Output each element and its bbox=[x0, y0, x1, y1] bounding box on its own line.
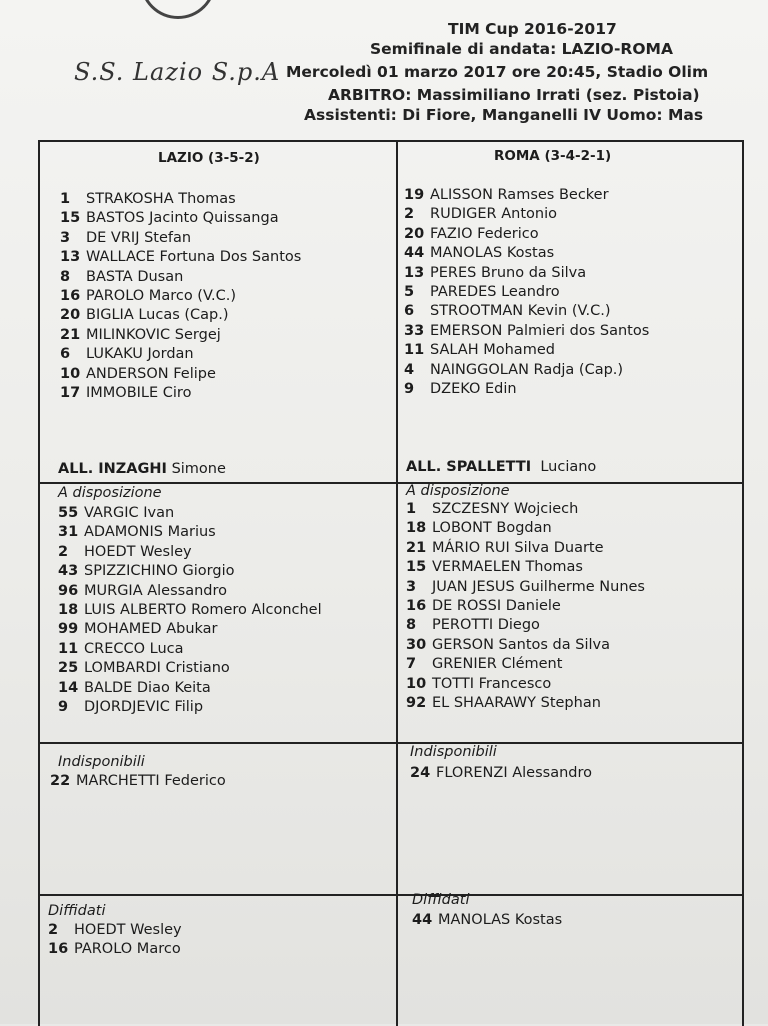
player-number: 30 bbox=[406, 636, 427, 653]
player-number: 21 bbox=[60, 326, 81, 343]
player-number: 31 bbox=[58, 524, 79, 541]
player-name: EMERSON Palmieri dos Santos bbox=[430, 322, 650, 339]
player-name: PAREDES Leandro bbox=[430, 283, 560, 300]
player-row bbox=[58, 601, 322, 620]
roma-unavailable-label: Indisponibili bbox=[410, 744, 497, 760]
roma-coach-label: ALL. SPALLETTI bbox=[406, 459, 532, 475]
player-name: STRAKOSHA Thomas bbox=[86, 191, 236, 207]
company-name: S.S. Lazio S.p.A bbox=[74, 58, 281, 86]
lazio-coach-name: Simone bbox=[171, 461, 226, 477]
player-number: 2 bbox=[58, 543, 69, 560]
player-row bbox=[58, 640, 322, 659]
player-name: RUDIGER Antonio bbox=[430, 206, 557, 223]
match-stage: Semifinale di andata: LAZIO-ROMA bbox=[370, 40, 673, 58]
player-row bbox=[58, 504, 322, 523]
player-row bbox=[60, 229, 301, 248]
row-divider-subs bbox=[40, 482, 742, 484]
referee-line: ARBITRO: Massimiliano Irrati (sez. Pistoia) bbox=[328, 86, 700, 104]
player-name: EL SHAARAWY Stephan bbox=[432, 694, 601, 711]
player-name: MÁRIO RUI Silva Duarte bbox=[432, 539, 604, 556]
player-row bbox=[404, 186, 649, 205]
player-name: JUAN JESUS Guilherme Nunes bbox=[432, 578, 645, 595]
player-row bbox=[404, 283, 649, 302]
player-name: PAROLO Marco (V.C.) bbox=[86, 287, 237, 304]
player-name: STROOTMAN Kevin (V.C.) bbox=[430, 303, 611, 320]
player-number: 43 bbox=[58, 563, 79, 580]
roma-suspended-label: Diffidati bbox=[412, 892, 470, 908]
player-number: 99 bbox=[58, 621, 79, 638]
player-number: 1 bbox=[60, 191, 71, 207]
player-number: 19 bbox=[404, 187, 425, 203]
player-name: BALDE Diao Keita bbox=[84, 679, 211, 696]
player-row bbox=[60, 306, 301, 325]
player-number: 8 bbox=[406, 617, 417, 634]
player-row bbox=[404, 341, 649, 360]
roma-subs-label: A disposizione bbox=[406, 483, 510, 499]
player-number: 4 bbox=[404, 361, 415, 378]
player-number: 33 bbox=[404, 322, 425, 339]
player-name: IMMOBILE Ciro bbox=[86, 384, 192, 401]
player-name: PAROLO Marco bbox=[74, 941, 181, 958]
player-row bbox=[412, 911, 562, 930]
player-row bbox=[404, 264, 649, 283]
player-row bbox=[58, 698, 322, 717]
club-crest-icon bbox=[140, 0, 216, 19]
player-row bbox=[404, 225, 649, 244]
player-row bbox=[406, 519, 645, 538]
lazio-coach bbox=[58, 461, 226, 477]
player-name: LUKAKU Jordan bbox=[86, 346, 194, 363]
competition-title: TIM Cup 2016-2017 bbox=[448, 20, 617, 38]
player-name: DZEKO Edin bbox=[430, 380, 517, 397]
player-row bbox=[406, 694, 645, 713]
player-number: 25 bbox=[58, 660, 79, 677]
player-number: 13 bbox=[404, 264, 425, 281]
player-row bbox=[406, 636, 645, 655]
player-row bbox=[60, 268, 301, 287]
player-number: 1 bbox=[406, 501, 417, 517]
player-row bbox=[60, 326, 301, 345]
player-name: DJORDJEVIC Filip bbox=[84, 698, 204, 715]
player-name: HOEDT Wesley bbox=[84, 543, 192, 560]
roma-suspended-list bbox=[412, 911, 562, 930]
player-number: 92 bbox=[406, 694, 427, 711]
match-datetime: Mercoledì 01 marzo 2017 ore 20:45, Stadio Olim bbox=[286, 63, 709, 81]
player-number: 20 bbox=[60, 307, 81, 324]
player-name: MOHAMED Abukar bbox=[84, 621, 218, 638]
player-row bbox=[404, 322, 649, 341]
player-name: MANOLAS Kostas bbox=[438, 912, 563, 928]
player-number: 15 bbox=[406, 559, 427, 576]
player-row bbox=[58, 620, 322, 639]
player-number: 11 bbox=[58, 640, 79, 657]
player-name: PERES Bruno da Silva bbox=[430, 264, 587, 281]
player-name: WALLACE Fortuna Dos Santos bbox=[86, 249, 302, 266]
player-number: 6 bbox=[404, 303, 415, 320]
lineup-table bbox=[38, 140, 744, 1026]
player-number: 10 bbox=[60, 365, 81, 382]
player-number: 11 bbox=[404, 342, 425, 359]
player-number: 55 bbox=[58, 505, 79, 521]
player-number: 20 bbox=[404, 225, 425, 242]
player-row bbox=[404, 302, 649, 321]
roma-coach-name: Luciano bbox=[540, 459, 597, 475]
player-number: 16 bbox=[60, 287, 81, 304]
player-name: VERMAELEN Thomas bbox=[432, 559, 583, 576]
player-row bbox=[404, 380, 649, 399]
player-number: 2 bbox=[48, 922, 59, 938]
player-number: 14 bbox=[58, 679, 79, 696]
player-row bbox=[406, 675, 645, 694]
lazio-subs-list bbox=[58, 504, 322, 717]
player-row bbox=[406, 655, 645, 674]
player-number: 21 bbox=[406, 539, 427, 556]
player-number: 96 bbox=[58, 582, 79, 599]
row-divider-suspended bbox=[40, 894, 742, 896]
roma-starters-list bbox=[404, 186, 649, 399]
player-row bbox=[406, 500, 645, 519]
player-number: 6 bbox=[60, 346, 71, 363]
player-name: BASTA Dusan bbox=[86, 268, 184, 285]
player-row bbox=[50, 772, 226, 791]
player-name: NAINGGOLAN Radja (Cap.) bbox=[430, 361, 624, 378]
player-row bbox=[406, 597, 645, 616]
player-row bbox=[60, 209, 301, 228]
player-name: MILINKOVIC Sergej bbox=[86, 326, 221, 343]
player-name: LUIS ALBERTO Romero Alconchel bbox=[84, 601, 322, 618]
lazio-suspended-list bbox=[48, 921, 182, 960]
player-row bbox=[404, 244, 649, 263]
player-name: GRENIER Clément bbox=[432, 656, 563, 673]
player-number: 5 bbox=[404, 283, 415, 300]
player-row bbox=[60, 287, 301, 306]
player-row bbox=[58, 659, 322, 678]
assistants-line: Assistenti: Di Fiore, Manganelli IV Uomo: Mas bbox=[304, 106, 704, 124]
player-name: MARCHETTI Federico bbox=[76, 773, 226, 789]
roma-title: ROMA (3-4-2-1) bbox=[494, 148, 612, 164]
player-row bbox=[60, 190, 301, 209]
player-row bbox=[406, 616, 645, 635]
player-name: GERSON Santos da Silva bbox=[432, 636, 610, 653]
player-name: ADAMONIS Marius bbox=[84, 524, 216, 541]
player-number: 9 bbox=[58, 698, 69, 715]
player-name: TOTTI Francesco bbox=[432, 675, 552, 692]
lazio-suspended-label: Diffidati bbox=[48, 903, 106, 919]
player-name: PEROTTI Diego bbox=[432, 617, 540, 634]
player-number: 2 bbox=[404, 206, 415, 223]
lazio-title: LAZIO (3-5-2) bbox=[158, 150, 260, 166]
player-number: 8 bbox=[60, 268, 71, 285]
roma-subs-list bbox=[406, 500, 645, 713]
player-number: 15 bbox=[60, 210, 81, 227]
player-number: 44 bbox=[412, 912, 433, 928]
player-number: 13 bbox=[60, 249, 81, 266]
player-name: SZCZESNY Wojciech bbox=[432, 501, 579, 517]
player-number: 17 bbox=[60, 384, 81, 401]
roma-unavailable-list bbox=[410, 764, 592, 783]
player-number: 18 bbox=[406, 520, 427, 537]
player-row bbox=[410, 764, 592, 783]
player-name: SPIZZICHINO Giorgio bbox=[84, 563, 235, 580]
player-row bbox=[404, 205, 649, 224]
player-number: 16 bbox=[48, 941, 69, 958]
player-row bbox=[406, 539, 645, 558]
player-number: 9 bbox=[404, 380, 415, 397]
player-number: 16 bbox=[406, 597, 427, 614]
player-name: BIGLIA Lucas (Cap.) bbox=[86, 307, 229, 324]
player-name: FAZIO Federico bbox=[430, 225, 539, 242]
player-row bbox=[404, 361, 649, 380]
player-name: DE VRIJ Stefan bbox=[86, 229, 192, 246]
player-row bbox=[48, 921, 182, 940]
player-name: FLORENZI Alessandro bbox=[436, 765, 592, 781]
lazio-subs-label: A disposizione bbox=[58, 485, 162, 501]
player-number: 18 bbox=[58, 601, 79, 618]
player-number: 3 bbox=[60, 229, 71, 246]
player-name: ANDERSON Felipe bbox=[86, 365, 216, 382]
lazio-coach-label: ALL. INZAGHI bbox=[58, 461, 167, 477]
player-name: LOBONT Bogdan bbox=[432, 520, 552, 537]
player-name: VARGIC Ivan bbox=[84, 505, 175, 521]
player-number: 3 bbox=[406, 578, 417, 595]
player-row bbox=[60, 248, 301, 267]
player-row bbox=[58, 582, 322, 601]
lazio-starters-list bbox=[60, 190, 301, 403]
player-row bbox=[60, 365, 301, 384]
player-row bbox=[58, 543, 322, 562]
player-name: MANOLAS Kostas bbox=[430, 245, 555, 262]
player-name: BASTOS Jacinto Quissanga bbox=[86, 210, 279, 227]
player-row bbox=[406, 558, 645, 577]
player-row bbox=[406, 578, 645, 597]
player-number: 22 bbox=[50, 773, 71, 789]
player-name: CRECCO Luca bbox=[84, 640, 184, 657]
player-name: LOMBARDI Cristiano bbox=[84, 660, 230, 677]
player-name: HOEDT Wesley bbox=[74, 922, 182, 938]
roma-coach bbox=[406, 459, 596, 475]
player-number: 44 bbox=[404, 245, 425, 262]
player-row bbox=[58, 679, 322, 698]
player-name: ALISSON Ramses Becker bbox=[430, 187, 609, 203]
player-row bbox=[48, 940, 182, 959]
player-number: 10 bbox=[406, 675, 427, 692]
player-row bbox=[60, 345, 301, 364]
row-divider-unavailable bbox=[40, 742, 742, 744]
lazio-unavailable-list bbox=[50, 772, 226, 791]
player-name: MURGIA Alessandro bbox=[84, 582, 228, 599]
lazio-unavailable-label: Indisponibili bbox=[58, 754, 145, 770]
player-number: 24 bbox=[410, 765, 431, 781]
player-name: DE ROSSI Daniele bbox=[432, 597, 561, 614]
player-row bbox=[58, 523, 322, 542]
player-row bbox=[60, 384, 301, 403]
player-row bbox=[58, 562, 322, 581]
player-number: 7 bbox=[406, 656, 417, 673]
player-name: SALAH Mohamed bbox=[430, 342, 555, 359]
